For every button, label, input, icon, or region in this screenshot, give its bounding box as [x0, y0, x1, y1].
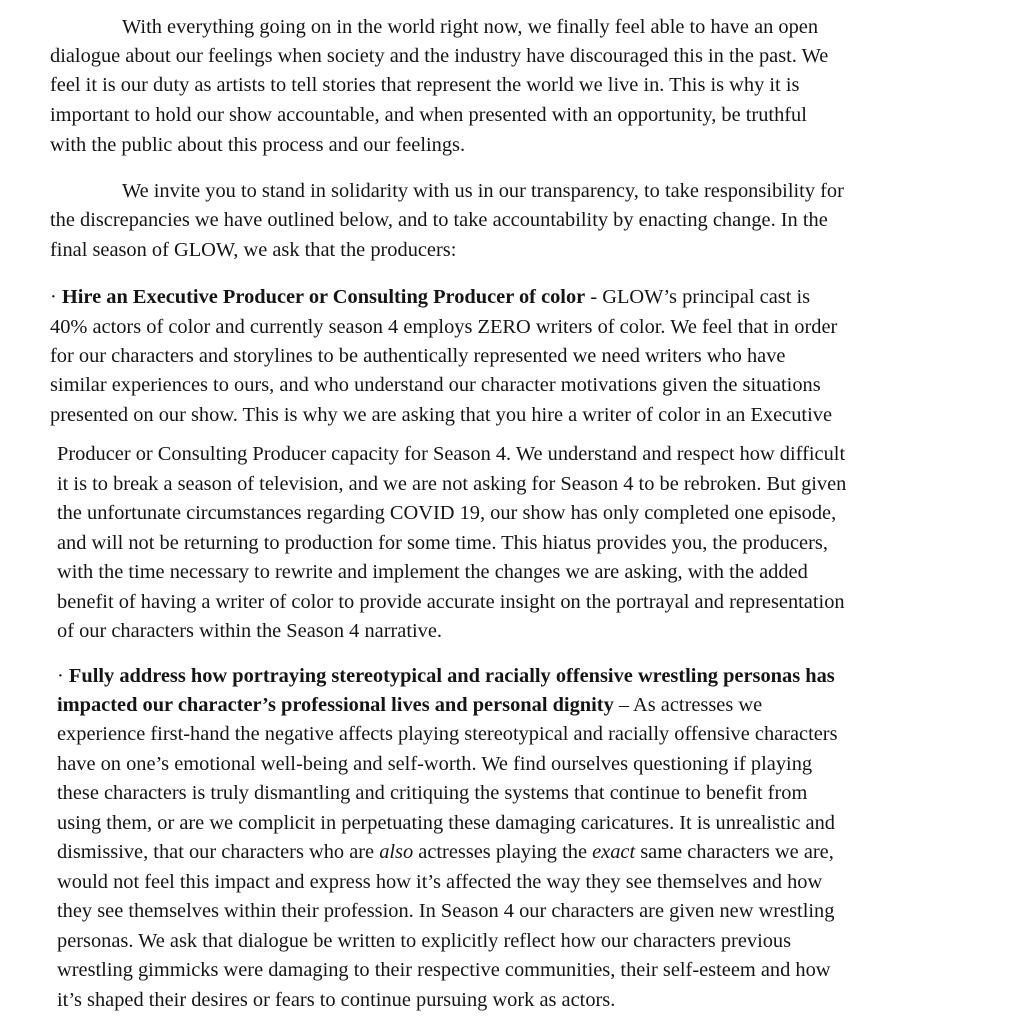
- bullet: ·: [57, 665, 64, 687]
- demand-1-line: it is to break a season of television, and we are not asking for Season 4 to be rebroken. But given: [57, 473, 847, 495]
- demand-1-line: of our characters within the Season 4 narrative.: [57, 620, 443, 642]
- paragraph-1-line: With everything going on in the world right now, we finally feel able to have an open: [122, 16, 819, 38]
- demand-2-line: it’s shaped their desires or fears to continue pursuing work as actors.: [57, 989, 616, 1011]
- demand-2-line: using them, or are we complicit in perpetuating these damaging caricatures. It is unrealistic and: [57, 812, 835, 834]
- demand-2-text: same characters we are,: [635, 841, 834, 863]
- demand-2-line: have on one’s emotional well-being and self-worth. We find ourselves questioning if playing: [57, 753, 813, 775]
- paragraph-1-line: with the public about this process and our feelings.: [50, 134, 466, 156]
- demand-2-line: they see themselves within their profession. In Season 4 our characters are given new wrestling: [57, 900, 835, 922]
- demand-1-line: benefit of having a writer of color to provide accurate insight on the portrayal and representation: [57, 591, 845, 613]
- demand-2-first-line: [57, 664, 835, 688]
- demand-2-text: dismissive, that our characters who are: [57, 841, 380, 863]
- demand-2-text: actresses playing the: [413, 841, 593, 863]
- dash: –: [613, 694, 634, 716]
- demand-1-line: with the time necessary to rewrite and implement the changes we are asking, with the added: [57, 561, 808, 583]
- demand-1-line: presented on our show. This is why we are asking that you hire a writer of color in an Executive: [50, 404, 832, 426]
- demand-2-heading: Fully address how portraying stereotypical and racially offensive wrestling personas has: [68, 665, 835, 687]
- demand-2-line: personas. We ask that dialogue be written to explicitly reflect how our characters previous: [57, 930, 792, 952]
- paragraph-2-line: final season of GLOW, we ask that the producers:: [50, 239, 457, 261]
- demand-2-line: wrestling gimmicks were damaging to their respective communities, their self-esteem and how: [57, 959, 831, 981]
- paragraph-2-line: the discrepancies we have outlined below, and to take accountability by enacting change. In the: [50, 209, 828, 231]
- demand-1-heading: Hire an Executive Producer or Consulting Producer of color: [61, 286, 586, 308]
- paragraph-1-line: dialogue about our feelings when society and the industry have discouraged this in the past. We: [50, 45, 829, 67]
- demand-1-text: GLOW’s principal cast is: [602, 286, 811, 308]
- emphasis-also: also: [379, 841, 414, 863]
- demand-1-line: and will not be returning to production for some time. This hiatus provides you, the producers,: [57, 532, 828, 554]
- demand-2-text: As actresses we: [633, 694, 763, 716]
- demand-2-line: these characters is truly dismantling and critiquing the systems that continue to benefit from: [57, 782, 808, 804]
- demand-2-italic-line: [57, 840, 834, 864]
- demand-1-line: similar experiences to ours, and who understand our character motivations given the situations: [50, 374, 821, 396]
- demand-2-second-line: [57, 693, 762, 717]
- dash: -: [585, 286, 603, 308]
- demand-2-heading-continued: impacted our character’s professional lives and personal dignity: [57, 694, 614, 716]
- paragraph-1-line: feel it is our duty as artists to tell stories that represent the world we live in. This is why it is: [50, 74, 800, 96]
- demand-2-line: experience first-hand the negative affects playing stereotypical and racially offensive characters: [57, 723, 838, 745]
- demand-1-line: the unfortunate circumstances regarding COVID 19, our show has only completed one episode,: [57, 502, 837, 524]
- demand-2-line: would not feel this impact and express how it’s affected the way they see themselves and how: [57, 871, 823, 893]
- paragraph-1-line: important to hold our show accountable, and when presented with an opportunity, be truthful: [50, 104, 807, 126]
- emphasis-exact: exact: [592, 841, 636, 863]
- paragraph-2-line: We invite you to stand in solidarity with us in our transparency, to take responsibility for: [122, 180, 844, 202]
- demand-1-line: Producer or Consulting Producer capacity for Season 4. We understand and respect how difficult: [57, 443, 846, 465]
- demand-1-line: 40% actors of color and currently season 4 employs ZERO writers of color. We feel that in order: [50, 316, 838, 338]
- demand-1-first-line: [50, 285, 810, 309]
- bullet: ·: [50, 286, 57, 308]
- demand-1-line: for our characters and storylines to be authentically represented we need writers who have: [50, 345, 786, 367]
